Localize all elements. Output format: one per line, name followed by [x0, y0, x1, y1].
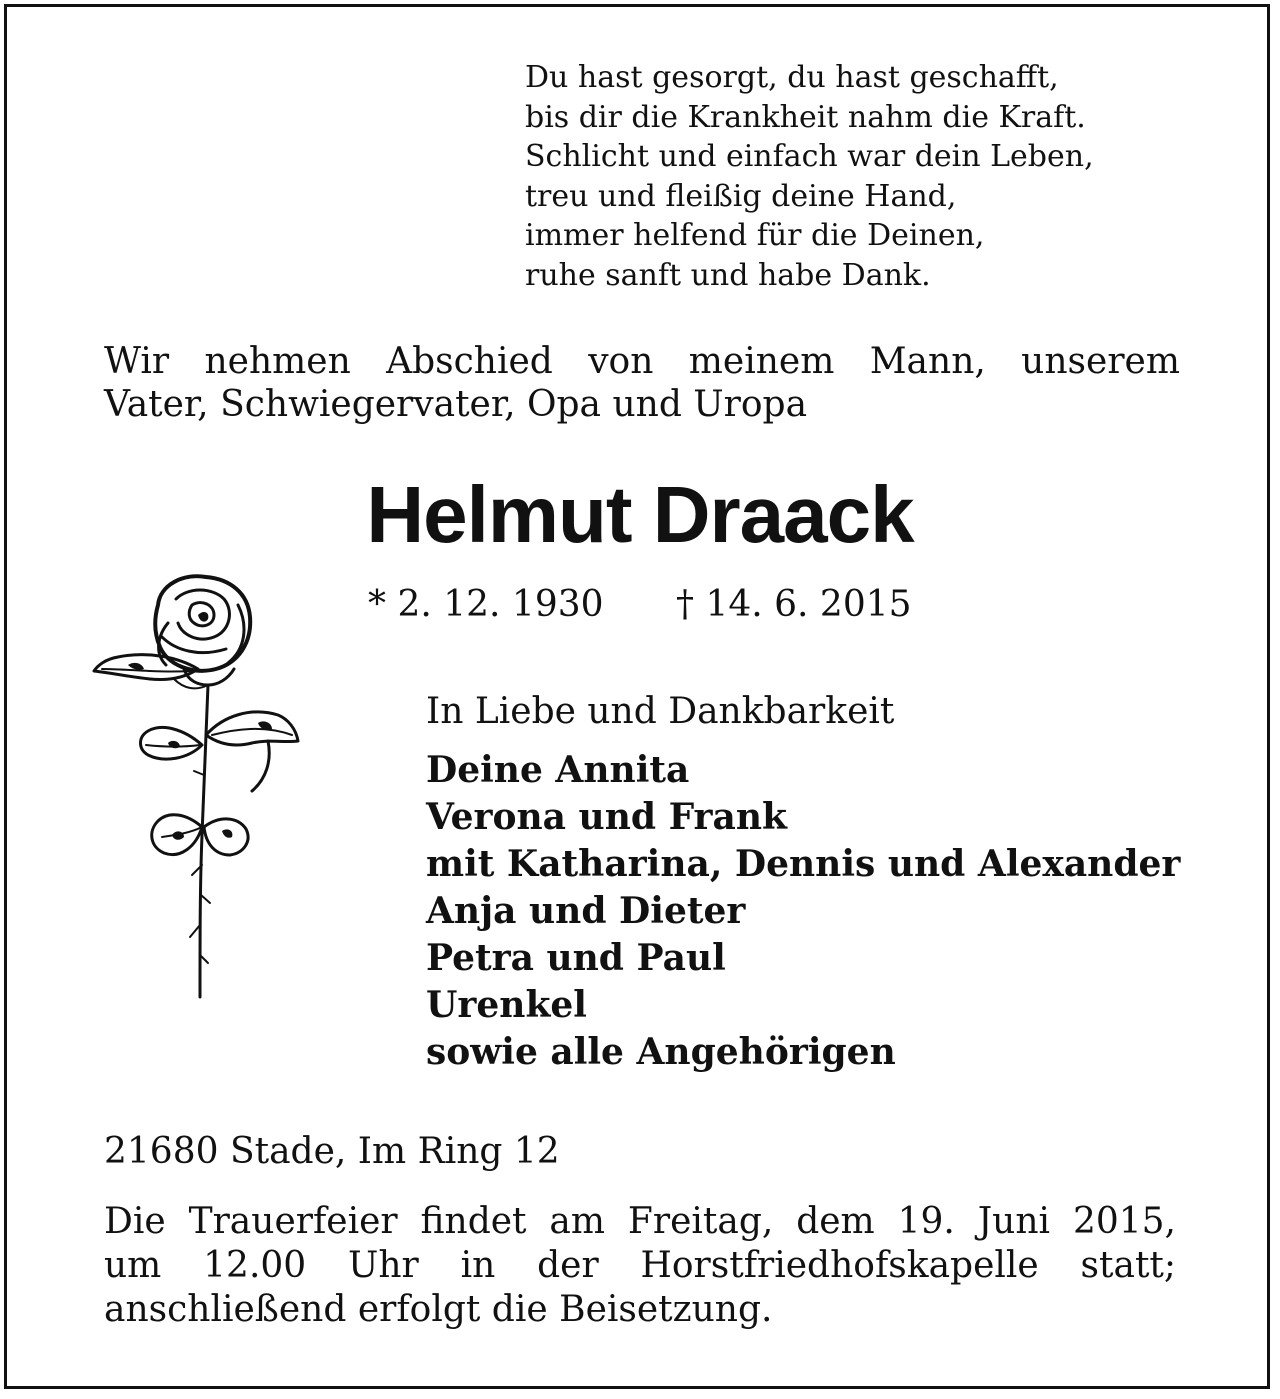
mourner-name: sowie alle Angehörigen	[426, 1031, 896, 1073]
farewell-intro	[104, 340, 1180, 426]
address: 21680 Stade, Im Ring 12	[104, 1131, 560, 1172]
poem-line: treu und fleißig deine Hand,	[525, 178, 957, 214]
poem	[525, 58, 1225, 295]
mourner-name: Deine Annita	[426, 749, 690, 791]
funeral-service-notice	[104, 1200, 1176, 1332]
rose-icon	[88, 565, 308, 1005]
poem-line: ruhe sanft und habe Dank.	[525, 257, 931, 293]
deceased-name: Helmut Draack	[366, 470, 914, 559]
mourner-name: Verona und Frank	[426, 796, 787, 838]
poem-line: Schlicht und einfach war dein Leben,	[525, 139, 1094, 174]
service-line: anschließend erfolgt die Beisetzung.	[104, 1289, 773, 1330]
mourner-name: mit Katharina, Dennis und Alexander	[426, 843, 1181, 885]
intro-line: Vater, Schwiegervater, Opa und Uropa	[104, 384, 808, 425]
mourners-list	[426, 747, 1180, 1076]
dedication: In Liebe und Dankbarkeit	[426, 691, 895, 732]
birth-date: * 2. 12. 1930	[368, 584, 604, 625]
mourner-name: Petra und Paul	[426, 937, 726, 979]
poem-line: immer helfend für die Deinen,	[525, 218, 985, 253]
mourner-name: Urenkel	[426, 984, 587, 1026]
service-line: Die Trauerfeier findet am Freitag, dem 19. Juni 2015,	[104, 1201, 1176, 1242]
mourner-name: Anja und Dieter	[426, 890, 746, 932]
intro-line: Wir nehmen Abschied von meinem Mann, unserem	[104, 341, 1180, 382]
death-date: † 14. 6. 2015	[676, 584, 912, 625]
service-line: um 12.00 Uhr in der Horstfriedhofskapelle statt;	[104, 1245, 1176, 1286]
poem-line: Du hast gesorgt, du hast geschafft,	[525, 60, 1059, 95]
poem-line: bis dir die Krankheit nahm die Kraft.	[525, 99, 1086, 135]
